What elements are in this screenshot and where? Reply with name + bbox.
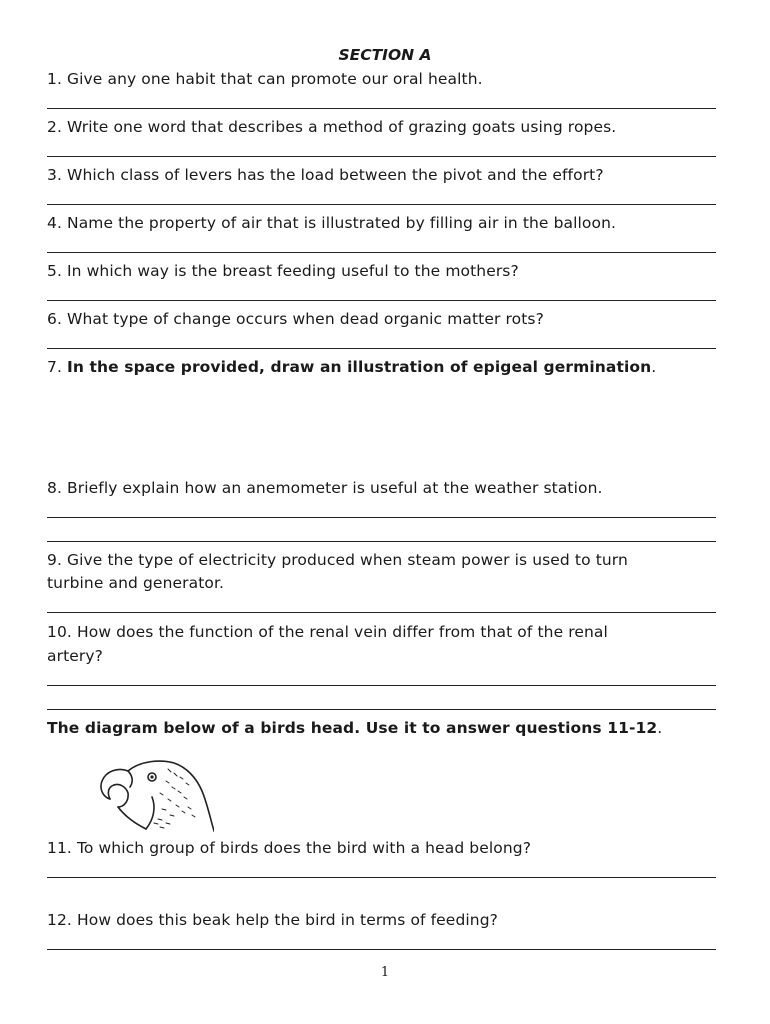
question-8: 8. Briefly explain how an anemometer is useful at the weather station. bbox=[47, 479, 603, 497]
question-11: 11. To which group of birds does the bird with a head belong? bbox=[47, 839, 532, 857]
question-1: 1. Give any one habit that can promote our oral health. bbox=[47, 70, 483, 88]
section-title: SECTION A bbox=[338, 46, 432, 64]
drawing-space[interactable] bbox=[47, 380, 716, 472]
answer-line-4[interactable] bbox=[47, 252, 716, 253]
question-7 bbox=[47, 357, 656, 377]
question-10-line-2: artery? bbox=[47, 647, 103, 665]
question-2: 2. Write one word that describes a method of grazing goats using ropes. bbox=[47, 118, 617, 136]
question-3: 3. Which class of levers has the load between the pivot and the effort? bbox=[47, 166, 604, 184]
bird-head-diagram bbox=[98, 757, 214, 833]
answer-line-2[interactable] bbox=[47, 156, 716, 157]
answer-line-5[interactable] bbox=[47, 300, 716, 301]
answer-line-9[interactable] bbox=[47, 612, 716, 613]
page-number: 1 bbox=[380, 965, 390, 980]
diagram-instruction-period: . bbox=[657, 719, 663, 737]
diagram-instruction bbox=[47, 718, 662, 738]
question-10-line-1: 10. How does the function of the renal vein differ from that of the renal bbox=[47, 623, 608, 641]
question-7-instruction: In the space provided, draw an illustration of epigeal germination bbox=[67, 358, 652, 376]
question-7-number: 7. bbox=[47, 358, 68, 376]
answer-line-8b[interactable] bbox=[47, 541, 716, 542]
question-12: 12. How does this beak help the bird in terms of feeding? bbox=[47, 911, 498, 929]
diagram-instruction-text: The diagram below of a birds head. Use it to answer questions 11-12 bbox=[47, 719, 658, 737]
answer-line-6[interactable] bbox=[47, 348, 716, 349]
question-4: 4. Name the property of air that is illustrated by filling air in the balloon. bbox=[47, 214, 617, 232]
question-9-line-1: 9. Give the type of electricity produced when steam power is used to turn bbox=[47, 551, 628, 569]
bird-eye-pupil bbox=[150, 775, 153, 778]
answer-line-1[interactable] bbox=[47, 108, 716, 109]
answer-line-10a[interactable] bbox=[47, 685, 716, 686]
answer-line-8a[interactable] bbox=[47, 517, 716, 518]
answer-line-10b[interactable] bbox=[47, 709, 716, 710]
question-9-line-2: turbine and generator. bbox=[47, 574, 225, 592]
question-5: 5. In which way is the breast feeding useful to the mothers? bbox=[47, 262, 519, 280]
question-6: 6. What type of change occurs when dead organic matter rots? bbox=[47, 310, 544, 328]
answer-line-11[interactable] bbox=[47, 877, 716, 878]
answer-line-12[interactable] bbox=[47, 949, 716, 950]
question-7-period: . bbox=[651, 358, 657, 376]
answer-line-3[interactable] bbox=[47, 204, 716, 205]
